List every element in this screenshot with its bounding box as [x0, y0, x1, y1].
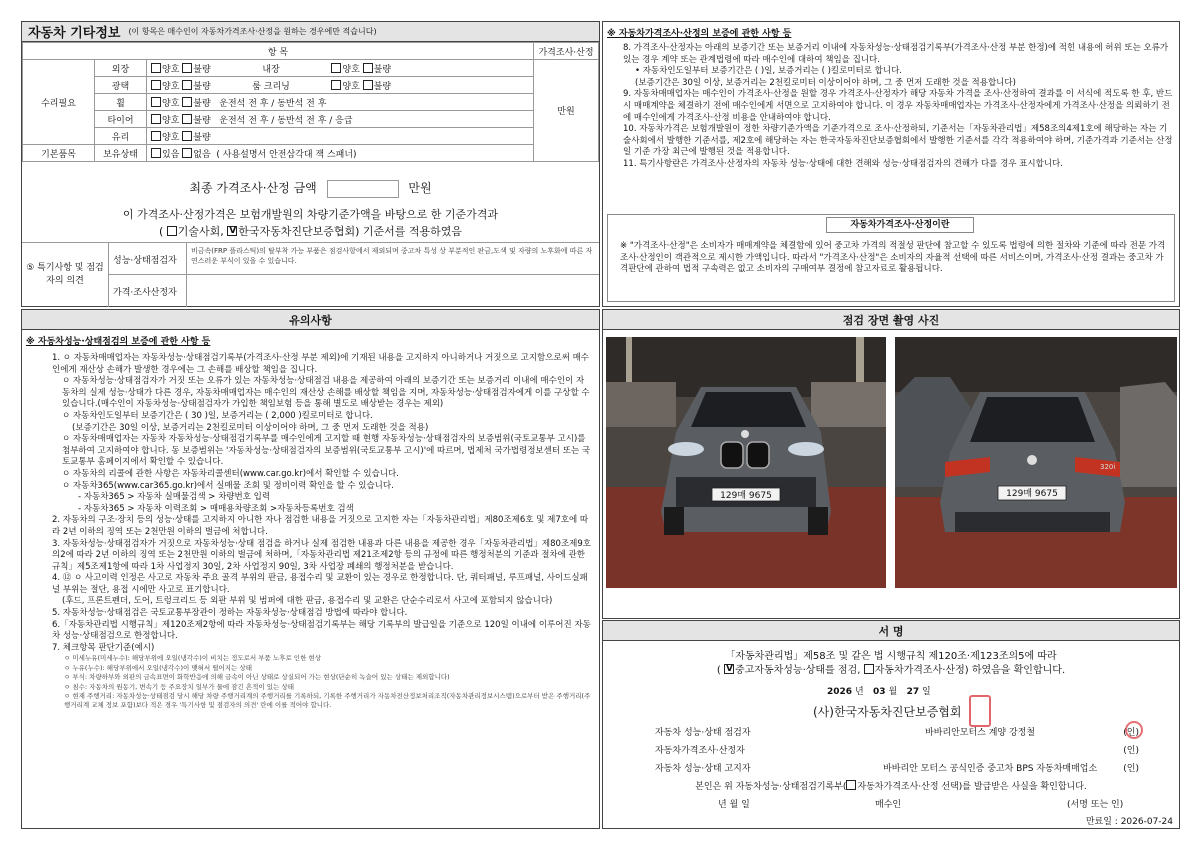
notice-item: - 자동차365 > 자동차 이력조회 > 매매용차량조회 >자동차등록번호 검색	[78, 503, 354, 514]
row-label: 외장	[95, 60, 147, 77]
notice-item: (보증기간은 30일 이상, 보증거리는 2천킬로미터 이상이어야 하며, 그 중 먼저 도래한 것을 적용)	[72, 422, 429, 433]
checkbox-kadwa[interactable]	[227, 226, 237, 236]
inspector-seal	[1125, 721, 1143, 739]
basis-line-2: ( 기술사회, V 한국자동차진단보증협회) 기준서를 적용하였음	[22, 223, 599, 239]
criteria-item: ㅇ 현재 주행거리: 자동차성능·상태점검 당시 해당 차량 주행거리계의 주행거리를 기록하되, 기록한 주행거리가 자동차전산정보처리조직(자동차관리정보시스템)으로부터 받은 주행거리(주행거리계 교체 정보 포함)보다 적은 경우 '특기사항 및 점검자의 의견' 란에 이를 적어야 합니다.	[64, 692, 591, 710]
sign-date: 2026 년 03 월 27 일	[827, 687, 931, 697]
notice-item: (후드, 프론트펜더, 도어, 트렁크리드 등 외판 부위 및 범퍼에 대한 판금, 용접수리 및 교환은 단순수리로서 사고에 포함되지 않습니다)	[62, 596, 553, 607]
perf-inspector-opinion	[109, 243, 599, 275]
guarantee-item: 11. 특기사항란은 가격조사·산정자의 자동차 성능·상태에 대한 견해와 성능·상태점검자의 견해가 다를 경우 표시합니다.	[623, 158, 1063, 169]
notice-item: 3. 자동차성능·상태점검자가 거짓으로 자동차성능·상태 점검을 하거나 실제 점검한 내용과 다른 내용을 제공한 경우「자동차관리법」제80조제9호의2에 따라 2년 이하의 징역 또는 2천만원 이하의 벌금에 처하며,「자동차관리법 제21조제2항 등의 규정에 따른 행정처분의 기준과 절차에 관한 규칙」제5조제1항에 따라 1차 사업정지 30일, 2차 사업정지 90일, 3차 사업장 폐쇄의 행정처분을 받습니다.	[52, 538, 591, 572]
notice-item: 7. 체크항목 판단기준(예시)	[52, 642, 155, 653]
checkbox[interactable]	[182, 63, 192, 73]
notice-item: ㅇ 자동차인도일부터 보증기간은 ( 30 )일, 보증거리는 ( 2,000 )킬로미터로 합니다.	[62, 410, 373, 421]
front-plate-text: 129매 9675	[720, 491, 772, 501]
notice-item: 4. ⑫ ㅇ 사고이력 인정은 사고로 자동차 주요 골격 부위의 판금, 용접수리 및 교환이 있는 경우로 한정합니다. 단, 쿼터패널, 루프패널, 사이드실패널 부위는 절단, 용접 시에만 사고로 표기합니다.	[52, 573, 588, 595]
notice-item: ㅇ 자동차의 리콜에 관한 사항은 자동차리콜센터(www.car.go.kr)에서 확인할 수 있습니다.	[62, 468, 399, 479]
guarantee-item: • 자동차인도일부터 보증기간은 ( )일, 보증거리는 ( )킬로미터로 합니다.	[635, 66, 902, 77]
notice-item: ㅇ 자동차성능·상태점검자가 거짓 또는 오류가 있는 자동차성능·상태점검 내용을 제공하여 아래의 보증기간 또는 보증거리 이내에 매수인이 자동차의 실제 성능·상태가 다른 경우, 자동차매매업자는 매수인의 재산상 손해를 배상할 책임을 지며, 자동차성능·상태점검자에게 이를 구상할 수 있습니다.(매수인이 자동차성능·상태점검자가 가입한 책임보험 등을 통해 별도로 배상받는 경우는 제외)	[62, 376, 590, 410]
guarantee-item: 9. 자동차매매업자는 매수인이 가격조사·산정을 원할 경우 가격조사·산정자가 해당 자동차 가격을 조사·산정하여 결과를 이 서식에 적도록 한 후, 반드시 매매계약을 체결하기 전에 매수인에게 서면으로 고지하여야 합니다. 이 경우 자동차매매업자는 가격조사·산정자에게 가격조사·산정을 의뢰하기 전에 매수인에게 가격조사·산정 비용을 안내하여야 합니다.	[623, 89, 1173, 123]
checkbox-price[interactable]	[864, 664, 874, 674]
interior-label: 내장	[262, 64, 280, 75]
notice-item: ㅇ 자동차365(www.car365.go.kr)에서 실매물 조회 및 정비이력 확인을 할 수 있습니다.	[62, 480, 394, 491]
row-label: 타이어	[95, 111, 147, 128]
row-label: 유리	[95, 128, 147, 145]
other-info-header	[22, 22, 599, 42]
guarantee-panel	[602, 21, 1180, 307]
criteria-item: ㅇ 미세누유(미세누수): 해당부위에 오일(냉각수)이 비치는 정도로서 부품 노후로 인한 현상	[64, 654, 321, 663]
association-seal	[969, 695, 991, 727]
checkbox[interactable]	[363, 80, 373, 90]
signature-statement-2: ( V중고자동차성능·상태를 점검, 자동차가격조사·산정) 하였음을 확인합니다.	[603, 661, 1179, 676]
rear-plate-text: 129매 9675	[1006, 489, 1058, 499]
checkbox[interactable]	[182, 114, 192, 124]
price-column-header: 가격조사·산정	[534, 43, 599, 60]
price-inspector-label: 가격·조사산정자	[109, 275, 187, 307]
notice-title: ※ 자동차성능·상태점검의 보증에 관한 사항 등	[26, 337, 211, 347]
checkbox[interactable]	[331, 63, 341, 73]
guarantee-items	[623, 43, 1175, 171]
basis-line-1: 이 가격조사·산정가격은 보험개발원의 차량기준가액을 바탕으로 한 기준가격과	[122, 208, 499, 221]
guarantee-item: (보증기간은 30일 이상, 보증거리는 2천킬로미터 이상이어야 하며, 그 중 먼저 도래한 것을 적용합니다)	[635, 77, 1016, 88]
buyer-date: 년 월 일	[718, 800, 750, 810]
notice-header: 유의사항	[22, 310, 599, 330]
notice-item: 6.「자동차관리법 시행규칙」제120조제2항에 따라 자동차성능·상태점검기록부는 해당 기록부의 발급일을 기준으로 120일 이내에 이루어진 자동차 성능·상태점검으로 한정합니다.	[52, 619, 591, 642]
notice-panel	[21, 309, 600, 829]
other-info-table	[22, 42, 599, 162]
checkbox[interactable]	[151, 80, 161, 90]
checkbox[interactable]	[151, 131, 161, 141]
notice-item: 5. 자동차성능·상태점검은 국토교통부장관이 정하는 자동차성능·상태점검 방법에 따라야 합니다.	[52, 608, 408, 619]
other-info-note: (이 항목은 매수인이 자동차가격조사·산정을 원하는 경우에만 적습니다)	[128, 27, 377, 36]
row-label: 광택	[95, 77, 147, 94]
signatory-row: 자동차가격조사·산정자 (인)	[655, 746, 1139, 756]
final-price-row	[22, 179, 599, 198]
basic-group-label: 기본품목	[23, 145, 95, 162]
final-price-label: 최종 가격조사·산정 금액	[189, 181, 317, 195]
perf-inspector-text: 비금속(FRP 플라스틱)의 탈부착 가능 부품은 점검사항에서 제외되며 중고차 특성 상 부분적인 판금,도색 및 자량의 노후화에 따른 자연스러운 부식이 있을 수 있습니다.	[191, 247, 593, 265]
signature-header: 서 명	[603, 621, 1179, 641]
checkbox-tech-society[interactable]	[167, 226, 177, 236]
front-car-image	[606, 337, 886, 588]
rear-badge-text: 320i	[1100, 463, 1116, 471]
price-definition-box	[607, 214, 1175, 302]
rear-car-photo	[895, 337, 1177, 588]
front-car-photo	[606, 337, 886, 588]
row-label: 휠	[95, 94, 147, 111]
rear-car-image	[895, 337, 1177, 588]
signature-statement-1: 「자동차관리법」제58조 및 같은 법 시행규칙 제120조·제123조의5에 따라	[725, 651, 1057, 662]
notice-items	[52, 353, 592, 711]
checkbox-price-select[interactable]	[846, 780, 856, 790]
expiry-date: 만료일 : 2026-07-24	[1085, 817, 1173, 827]
price-definition-text: ※ "가격조사·산정"은 소비자가 매매계약을 체결함에 있어 중고차 가격의 적절성 판단에 참고할 수 있도록 법령에 의한 절차와 기준에 따라 전문 가격조사·산정인이 객관적으로 제시한 가액입니다. 따라서 "가격조사·산정"은 소비자의 자율적 선택에 따른 서비스이며, 가격조사·산정 결과는 중고차 가격판단에 관하여 법적 구속력은 없고 소비자의 구매여부 결정에 참고자료로 활용됩니다.	[620, 241, 1166, 275]
perf-inspector-label: 성능·상태점검자	[109, 243, 187, 275]
photo-header: 점검 장면 촬영 사진	[603, 310, 1179, 330]
room-cleaning-label: 룸 크리닝	[252, 81, 290, 92]
criteria-item: ㅇ 누유(누수): 해당부위에서 오일(냉각수)이 맺혀서 떨어지는 상태	[64, 663, 252, 672]
criteria-list	[52, 654, 592, 710]
repair-group-label: 수리필요	[23, 60, 95, 145]
price-unit: 만원	[534, 60, 599, 162]
checkbox[interactable]	[182, 97, 192, 107]
association-name: (사)한국자동차진단보증협회	[813, 705, 962, 719]
signatory-row: 자동차 성능·상태 점검자 바바리안모터스 계양 강정철 (인)	[655, 725, 1139, 743]
notice-item: - 자동차365 > 자동차 실매물검색 > 차량번호 입력	[78, 492, 271, 503]
basic-options: 있음 없음 ( 사용설명서 안전삼각대 잭 스패너)	[147, 145, 534, 162]
guarantee-item: 10. 자동차가격은 보험개발원이 정한 차량기준가액을 기준가격으로 조사·산정하되, 기준서는「자동차관리법」제58조의4제1호에 해당하는 자는 기술사회에서 발행한 기준서를, 제2호에 해당하는 자는 한국자동차진단보증협회에서 발행한 기준서를 각각 적용하여야 하며, 기준가격과 기준서는 산정일 기준 가장 최근에 발행된 것을 적용합니다.	[623, 124, 1173, 158]
checkbox[interactable]	[182, 148, 192, 158]
gloss-options: 양호 불량 룸 크리닝 양호 불량	[147, 77, 534, 94]
buyer-label: 매수인	[875, 800, 902, 810]
final-price-input[interactable]	[327, 180, 399, 198]
criteria-item: ㅇ 침수: 자동차의 원동기, 변속기 등 주요장치 일부가 물에 잠긴 흔적이 있는 상태	[64, 682, 294, 691]
price-definition-title: 자동차가격조사·산정이란	[826, 217, 974, 233]
special-notes-label: ⑤ 특기사항 및 점검자의 의견	[22, 243, 109, 307]
exterior-options: 양호 불량 내장 양호 불량	[147, 60, 534, 77]
tire-options: 양호 불량 운전석 전 후 / 동반석 전 후 / 응급	[147, 111, 534, 128]
final-price-unit: 만원	[408, 181, 432, 195]
checkbox[interactable]	[182, 80, 192, 90]
notice-item: 1. ㅇ 자동차매매업자는 자동차성능·상태점검기록부(가격조사·산정 부분 제외)에 기재된 내용을 고지하지 아니하거나 거짓으로 고지함으로써 매수인에게 재산상 손해가 발생한 경우에는 그 손해를 배상할 책임을 집니다.	[52, 353, 590, 375]
signatory-row: 자동차 성능·상태 고지자 바바리안 모터스 공식인증 중고차 BPS 자동차매매업소 (인)	[655, 764, 1139, 774]
other-info-title: 자동차 기타정보	[28, 26, 121, 41]
wheel-detail: 운전석 전 후 / 동반석 전 후	[219, 98, 327, 109]
signatory-rows	[655, 725, 1139, 779]
item-column-header: 항 목	[23, 43, 534, 60]
checkbox[interactable]	[151, 148, 161, 158]
checkbox[interactable]	[331, 80, 341, 90]
receipt-confirmation: 본인은 위 자동차성능·상태점검기록부( 자동차가격조사·산정 선택)를 발급받은 사실을 확인합니다.	[695, 782, 1087, 792]
signature-panel	[602, 620, 1180, 829]
notice-item: 2. 자동차의 구조·장치 등의 성능·상태를 고지하지 아니한 자나 점검한 내용을 거짓으로 고지한 자는「자동차관리법」제80조제6호 및 제7호에 따라 2년 이하의 징역 또는 2천만원 이하의 벌금에 처합니다.	[52, 515, 589, 537]
basic-items: ( 사용설명서 안전삼각대 잭 스패너)	[216, 149, 357, 160]
glass-options: 양호 불량	[147, 128, 534, 145]
checkbox[interactable]	[151, 114, 161, 124]
guarantee-item: 8. 가격조사·산정자는 아래의 보증기간 또는 보증거리 이내에 자동차성능·상태점검기록부(가격조사·산정 부분 한정)에 적힌 내용에 허위 또는 오류가 있는 경우 계약 또는 관계법령에 따라 매수인에 대하여 책임을 집니다.	[623, 43, 1169, 65]
checkbox[interactable]	[151, 97, 161, 107]
wheel-options: 양호 불량 운전석 전 후 / 동반석 전 후	[147, 94, 534, 111]
checkbox[interactable]	[182, 131, 192, 141]
other-info-panel	[21, 21, 600, 307]
photo-panel	[602, 309, 1180, 619]
notice-item: ㅇ 자동차매매업자는 자동차 자동차성능·상태점검기록부를 매수인에게 고지할 때 현행 자동차성능·상태점검자의 보증범위(국토교통부 고시)를 첨부하여 고지하여야 합니다. 동 보증범위는 '자동차성능·상태점검자의 보증범위(국토교통부 고시)'에 따르며, 법제처 국가법령정보센터 또는 국토교통부 홈페이지에서 확인할 수 있습니다.	[62, 434, 591, 468]
row-label: 보유상태	[95, 145, 147, 162]
special-notes-area	[22, 242, 599, 306]
checkbox[interactable]	[363, 63, 373, 73]
criteria-item: ㅇ 부식: 차량하부와 외판의 금속표면이 화학반응에 의해 금속이 아닌 상태로 상실되어 가는 현상(단순히 녹슬어 있는 상태는 제외합니다)	[64, 673, 450, 682]
guarantee-title: ※ 자동차가격조사·산정의 보증에 관한 사항 등	[607, 29, 792, 39]
tire-detail: 운전석 전 후 / 동반석 전 후 / 응급	[219, 115, 353, 126]
buyer-signature: (서명 또는 인)	[1067, 800, 1124, 810]
checkbox-performance[interactable]	[724, 664, 734, 674]
checkbox[interactable]	[151, 63, 161, 73]
